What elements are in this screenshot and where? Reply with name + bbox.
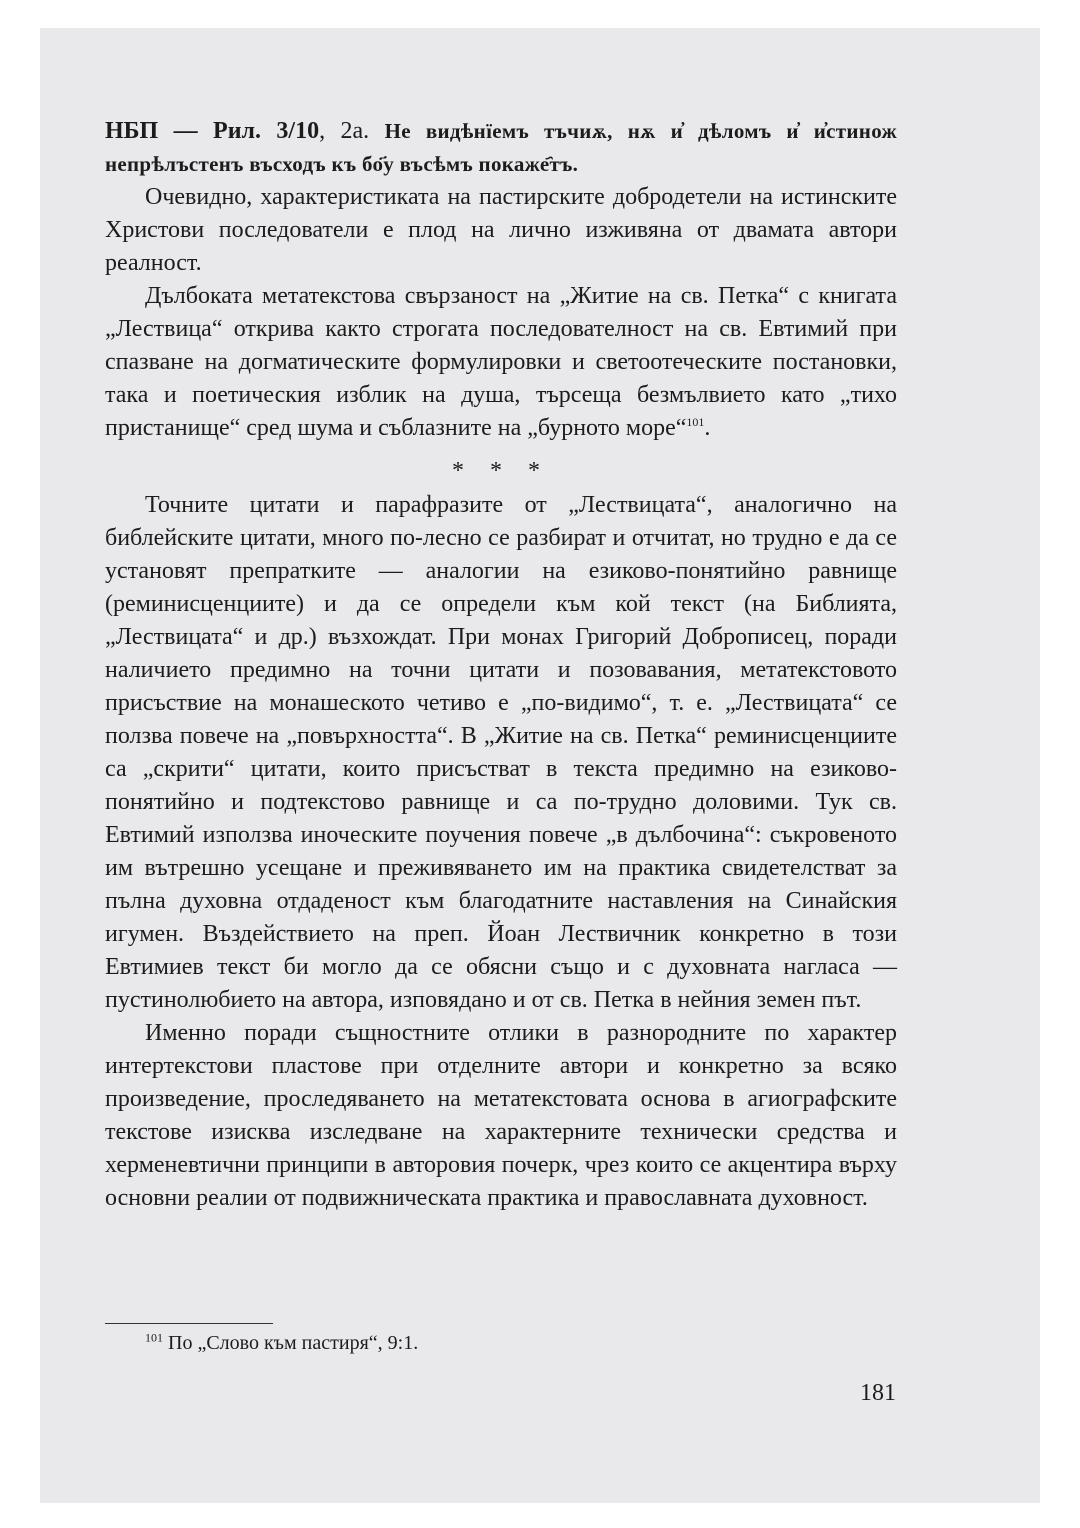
- footnote-rule: [105, 1323, 273, 1324]
- footnote-number: 101: [145, 1330, 163, 1345]
- source-locator: , 2а.: [319, 118, 370, 144]
- paragraph-4: Именно поради същностните отлики в разнородните по характер интертекстови пластове при отделните автори и конкретно за всяко произведение, проследяването на метатекстовата основа в агиографските текстове изисква изследване на характерните технически средства и херменевтични принципи в авторовия почерк, чрез които се акцентира върху основни реалии от подвижническата практика и православната духовност.: [105, 1020, 897, 1211]
- source-label: НБП — Рил. 3/10: [105, 118, 320, 144]
- page-number: 181: [860, 1380, 896, 1406]
- paragraph-3: Точните цитати и парафразите от „Лествицата“, аналогично на библейските цитати, много по-лесно се разбират и отчитат, но трудно е да се установят препратките — аналогии на езиково-понятийно равнище (реминисценциите) и да се определи към кой текст (на Библията, „Лествицата“ и др.) възхождат. При монах Григорий Доброписец, поради наличието предимно на точни цитати и позовавания, метатекстовото присъствие на монашеското четиво е „по-видимо“, т. е. „Лествицата“ се ползва повече на „повърхността“. В „Житие на св. Петка“ реминисценциите са „скрити“ цитати, които присъстват в текста предимно на езиково-понятийно и подтекстово равнище и са по-трудно доловими. Тук св. Евтимий използва иноческите поучения повече „в дълбочина“: съкровеното им вътрешно усещане и преживяването им на практика свидетелстват за пълна духовна отдаденост към благодатните наставления на Синайския игумен. Въздействието на преп. Йоан Лествичник конкретно в този Евтимиев текст би могло да се обясни също и с духовната нагласа — пустинолюбието на автора, изповядано и от св. Петка в нейния земен път.: [105, 492, 897, 1013]
- paragraph-1: Очевидно, характеристиката на пастирските добродетели на истинските Христови последователи е плод на лично изживяна от двамата автори реалност.: [105, 184, 897, 276]
- paragraph-2: Дълбоката метатекстова свързаност на „Житие на св. Петка“ с книгата „Лествица“ открива както строгата последователност на св. Евтимий при спазване на догматическите формулировки и светоотеческите постановки, така и поетическия изблик на душа, търсеща безмълвието като „тихо пристанище“ сред шума и съблазните на „бурното море“$^{101}$.: [105, 283, 897, 441]
- section-break: * * *: [452, 458, 550, 484]
- slavonic-quote: Не видѣнїемъ тъчиѫ, нѫ и҆ дѣломъ и҆ и҆стинож непрѣлъстенъ въсходъ къ бо҃у въсѣмъ покаже҄тъ.: [105, 119, 897, 176]
- main-text: [105, 115, 897, 1215]
- footnote-ref: 101: [686, 415, 705, 429]
- paragraph-2-text: Дълбоката метатекстова свързаност на „Житие на св. Петка“ с книгата „Лествица“ открива както строгата последователност на св. Евтимий при спазване на догматическите формулировки и светоотеческите постановки, така и поетическия изблик на душа, търсеща безмълвието като „тихо пристанище“ сред шума и съблазните на „бурното море“: [105, 283, 897, 441]
- footnote-text: По „Слово към пастиря“, 9:1.: [168, 1332, 419, 1354]
- footnote: [145, 1330, 418, 1356]
- source-citation: [105, 115, 897, 181]
